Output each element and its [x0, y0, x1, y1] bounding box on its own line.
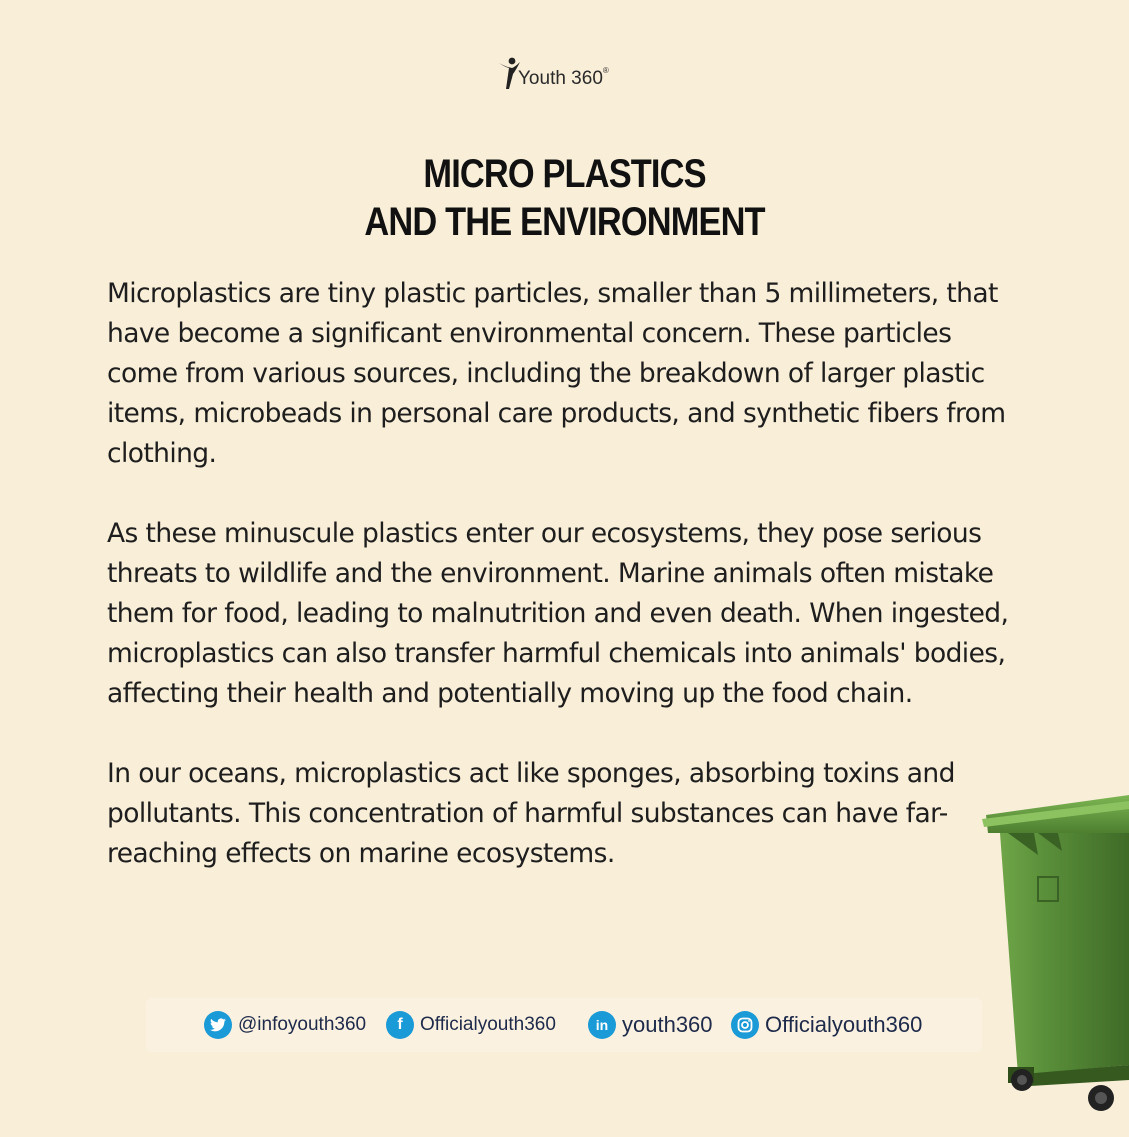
twitter-icon [204, 1011, 232, 1039]
instagram-handle: Officialyouth360 [765, 1012, 923, 1037]
social-instagram[interactable] [731, 1008, 922, 1042]
brand-name: Youth 360 [518, 68, 603, 89]
paragraph: In our oceans, microplastics act like sponges, absorbing toxins and pollutants. This concentration of harmful substances can have far-reaching effects on marine ecosystems. [107, 758, 955, 869]
article-body [107, 274, 1017, 914]
green-trash-bin-image [978, 775, 1129, 1120]
social-facebook[interactable] [386, 1008, 556, 1042]
title-line-1: MICRO PLASTICS [423, 152, 706, 196]
paragraph: As these minuscule plastics enter our ecosystems, they pose serious threats to wildlife and the environment. Marine animals often mistake them for food, leading to malnutrition and even death. When ingested, microplastics can also transfer harmful chemicals into animals' bodies, affecting their health and potentially moving up the food chain. [107, 518, 1009, 709]
linkedin-icon: in [588, 1011, 616, 1039]
facebook-icon: f [386, 1011, 414, 1039]
facebook-handle: Officialyouth360 [420, 1014, 556, 1035]
page-title [79, 150, 1050, 246]
title-line-2: AND THE ENVIRONMENT [364, 200, 765, 244]
instagram-icon [731, 1011, 759, 1039]
social-linkedin[interactable] [588, 1008, 713, 1042]
registered-mark: ® [602, 66, 609, 75]
brand-logo [496, 56, 609, 90]
twitter-handle: @infoyouth360 [238, 1014, 367, 1035]
linkedin-handle: youth360 [622, 1012, 713, 1037]
social-twitter[interactable] [204, 1008, 366, 1042]
paragraph: Microplastics are tiny plastic particles, smaller than 5 millimeters, that have become a significant environmental concern. These particles come from various sources, including the breakdown of larger plastic items, microbeads in personal care products, and synthetic fibers from clothing. [107, 278, 1006, 469]
